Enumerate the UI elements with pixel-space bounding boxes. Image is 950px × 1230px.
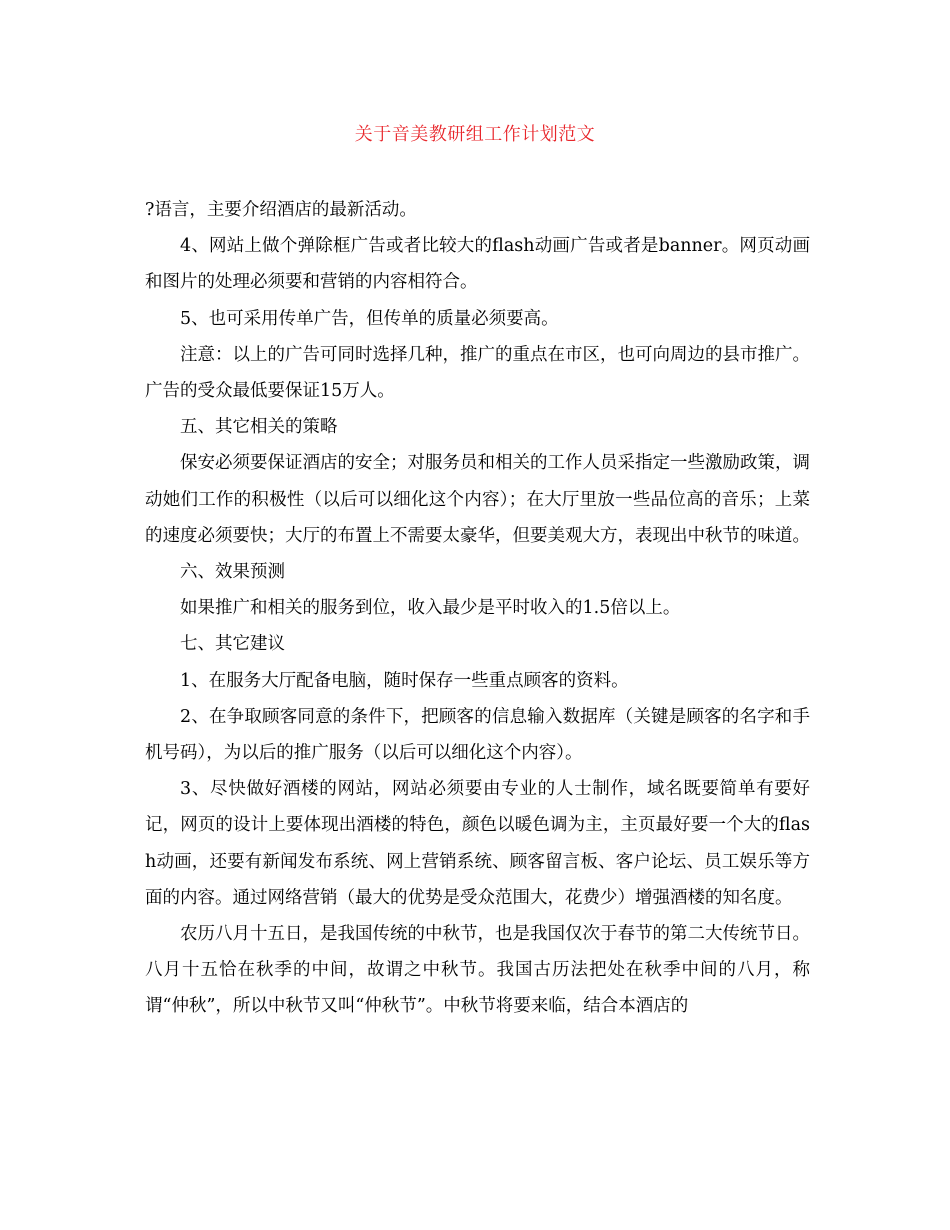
- paragraph: 5、也可采用传单广告，但传单的质量必须要高。: [180, 308, 559, 329]
- document-title: 关于音美教研组工作计划范文: [354, 124, 596, 145]
- paragraph: 3、尽快做好酒楼的网站，网站必须要由专业的人士制作，域名既要简单有要好记，网页的设计上要体现出酒楼的特色，颜色以暖色调为主，主页最好要一个大的flash动画，还要有新闻发布系统、网上营销系统、顾客留言板、客户论坛、员工娱乐等方面的内容。通过网络营销（最大的优势是受众范围大，花费少）增强酒楼的知名度。: [145, 779, 810, 908]
- paragraph: 1、在服务大厅配备电脑，随时保存一些重点顾客的资料。: [180, 670, 629, 691]
- paragraph: 保安必须要保证酒店的安全；对服务员和相关的工作人员采指定一些激励政策，调动她们工作的积极性（以后可以细化这个内容）；在大厅里放一些品位高的音乐；上菜的速度必须要快；大厅的布置上不需要太豪华，但要美观大方，表现出中秋节的味道。: [145, 453, 810, 546]
- paragraph: ?语言，主要介绍酒店的最新活动。: [145, 200, 417, 220]
- document-body: [145, 192, 810, 1025]
- paragraph: 如果推广和相关的服务到位，收入最少是平时收入的1.5倍以上。: [180, 598, 681, 619]
- section-heading: 六、效果预测: [180, 562, 285, 583]
- paragraph: 注意：以上的广告可同时选择几种，推广的重点在市区，也可向周边的县市推广。广告的受众最低要保证15万人。: [145, 344, 810, 402]
- section-heading: 五、其它相关的策略: [180, 417, 338, 438]
- paragraph: 4、网站上做个弹除框广告或者比较大的flash动画广告或者是banner。网页动画和图片的处理必须要和营销的内容相符合。: [145, 236, 810, 293]
- paragraph: 农历八月十五日，是我国传统的中秋节，也是我国仅次于春节的第二大传统节日。八月十五恰在秋季的中间，故谓之中秋节。我国古历法把处在秋季中间的八月，称谓“仲秋”，所以中秋节又叫“仲秋节”。中秋节将要来临，结合本酒店的: [145, 924, 810, 1017]
- section-heading: 七、其它建议: [180, 634, 285, 655]
- paragraph: 2、在争取顾客同意的条件下，把顾客的信息输入数据库（关键是顾客的名字和手机号码），为以后的推广服务（以后可以细化这个内容）。: [145, 706, 810, 764]
